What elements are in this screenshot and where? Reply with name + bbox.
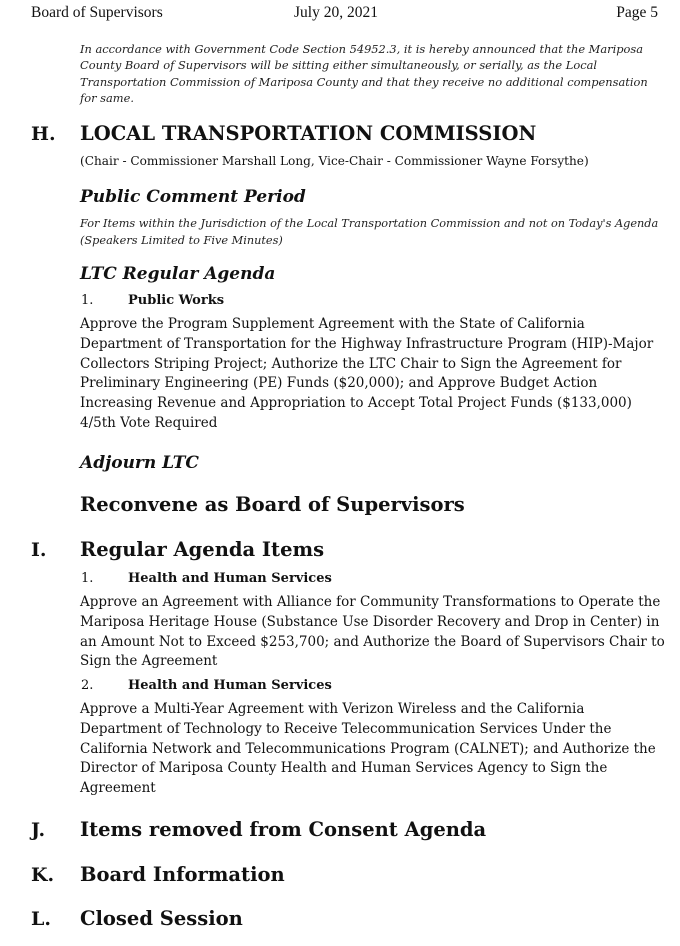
regular-item-2-description: Approve a Multi-Year Agreement with Verizon Wireless and the California Department of Technology to Receive Telecommunication Services Under the California Network and Telecommunications Program (CALNET); and Authorize the Director of Mariposa County Health and Human Services Agency to Sign the Agreement: [80, 701, 656, 797]
section-l-letter: L.: [31, 908, 51, 930]
ltc-item-description: Approve the Program Supplement Agreement with the State of California Department of Transportation for the Highway Infrastructure Program (HIP)-Major Collectors Striping Project; Authorize the LTC Chair to Sign the Agreement for Preliminary Engineering (PE) Funds ($20,000); and Approve Budget Action Increasing Revenue and Appropriation to Accept Total Project Funds ($133,000) 4/5th Vote Required: [80, 316, 654, 431]
section-i-letter: I.: [31, 539, 47, 561]
regular-item-2-number: 2.: [81, 678, 94, 693]
section-i-title: Regular Agenda Items: [80, 538, 325, 561]
regular-item-1-description: Approve an Agreement with Alliance for Community Transformations to Operate the Mariposa Heritage House (Substance Use Disorder Recovery and Drop in Center) in an Amount Not to Exceed $253,700; and Authorize the Board of Supervisors Chair to Sign the Agreement: [80, 594, 665, 670]
public-comment-title: Public Comment Period: [80, 187, 306, 207]
section-k-letter: K.: [31, 864, 55, 886]
section-j-title: Items removed from Consent Agenda: [80, 818, 487, 841]
ltc-announcement: In accordance with Government Code Section 54952.3, it is hereby announced that the Mariposa County Board of Supervisors will be sitting either simultaneously, or serially, as the Local Transportation Commission of Mariposa County and that they receive no additional compensation for same.: [80, 42, 648, 105]
header-date: July 20, 2021: [294, 4, 378, 21]
ltc-item-department: Public Works: [128, 293, 225, 308]
ltc-regular-agenda-title: LTC Regular Agenda: [80, 264, 276, 284]
header-page-number: Page 5: [616, 4, 658, 21]
section-h-title: LOCAL TRANSPORTATION COMMISSION: [80, 122, 537, 145]
section-j-letter: J.: [31, 819, 46, 841]
section-k-title: Board Information: [80, 863, 285, 886]
regular-item-1-department: Health and Human Services: [128, 571, 332, 586]
section-h-letter: H.: [31, 123, 56, 145]
section-l-title: Closed Session: [80, 907, 243, 930]
regular-item-2-department: Health and Human Services: [128, 678, 332, 693]
regular-item-1-number: 1.: [81, 571, 94, 586]
ltc-chair-line: (Chair - Commissioner Marshall Long, Vice-Chair - Commissioner Wayne Forsythe): [80, 154, 589, 168]
header-board-name: Board of Supervisors: [31, 4, 163, 21]
ltc-item-number: 1.: [81, 293, 94, 308]
public-comment-note: For Items within the Jurisdiction of the Local Transportation Commission and not on Today's Agenda (Speakers Limited to Five Minutes): [80, 217, 659, 247]
reconvene-heading: Reconvene as Board of Supervisors: [80, 493, 465, 516]
adjourn-ltc: Adjourn LTC: [80, 453, 199, 473]
